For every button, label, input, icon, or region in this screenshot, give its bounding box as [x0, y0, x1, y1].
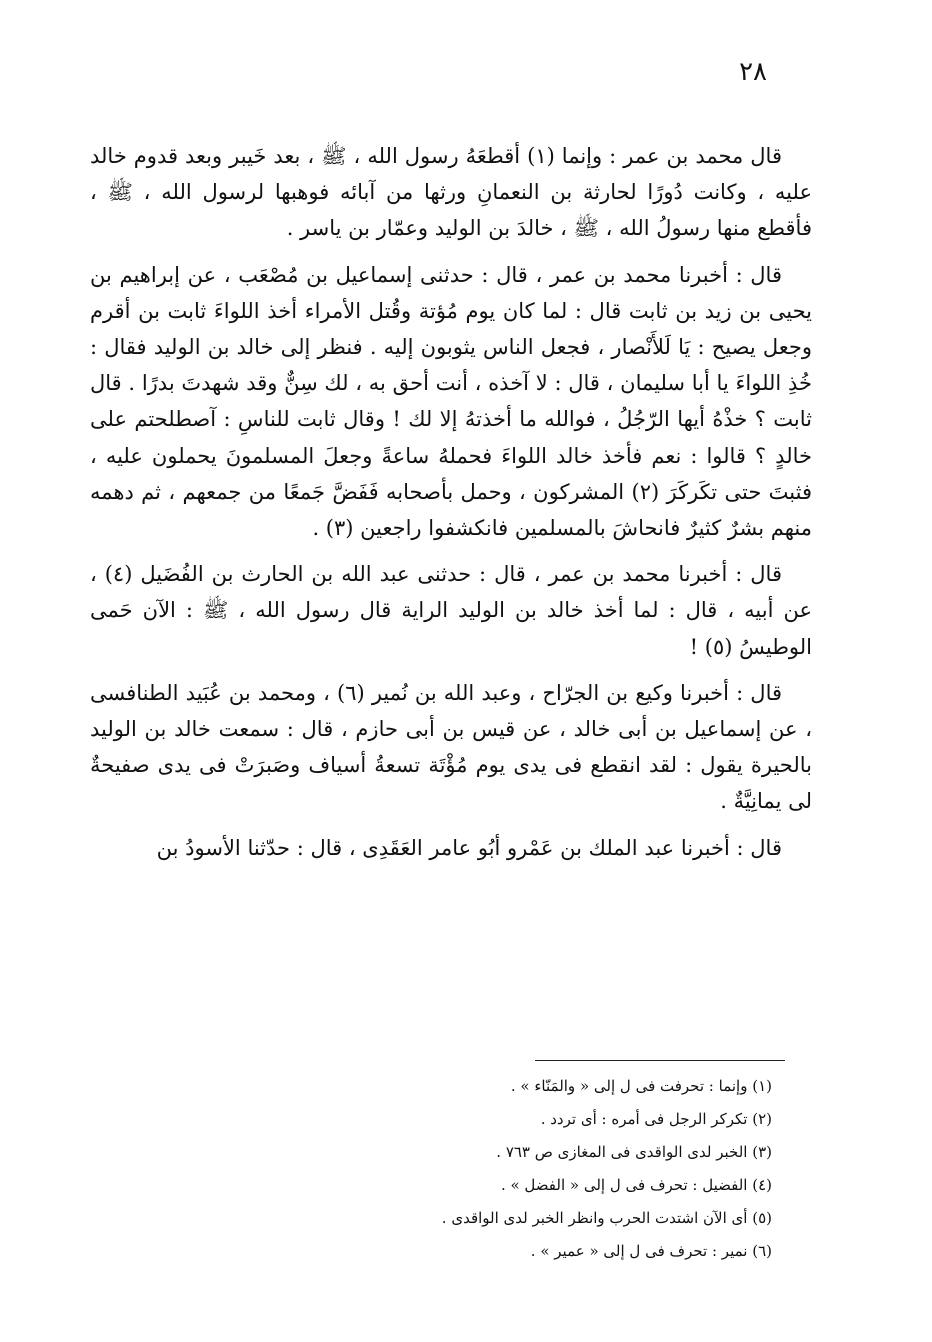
main-text — [90, 138, 812, 876]
footnote-divider — [535, 1060, 785, 1061]
paragraph: قال : أخبرنا محمد بن عمر ، قال : حدثنى عبد الله بن الحارث بن الفُضَيل (٤) ، عن أبيه ، قال : لما أخذ خالد بن الوليد الراية قال رسول الله ، ﷺ : الآن حَمى الوطيسُ (٥) ! — [90, 562, 812, 659]
paragraph: قال محمد بن عمر : وإنما (١) أقطعَهُ رسول الله ، ﷺ ، بعد خَيبر وبعد قدوم خالد عليه ، وكانت دُورًا لحارثة بن النعمانِ ورثها من آبائه فوهبها لرسول الله ، ﷺ ، فأقطع منها رسولُ الله ، ﷺ ، خالدَ بن الوليد وعمّار بن ياسر . — [90, 144, 812, 241]
footnote: (١) وإنما : تحرفت فى ل إلى « والمَنّاء » . — [510, 1077, 772, 1095]
paragraph: قال : أخبرنا عبد الملك بن عَمْرو أبُو عامر العَقَدِى ، قال : حدّثنا الأسودُ بن — [156, 835, 782, 860]
footnote: (٢) تكركر الرجل فى أمره : أى تردد . — [540, 1110, 772, 1128]
page-number: ٢٨ — [739, 57, 767, 87]
footnotes — [150, 1070, 772, 1268]
footnote: (٥) أى الآن اشتدت الحرب وانظر الخبر لدى الواقدى . — [441, 1209, 772, 1227]
footnote: (٤) الفضيل : تحرف فى ل إلى « الفضل » . — [500, 1176, 772, 1194]
footnote: (٣) الخبر لدى الواقدى فى المغازى ص ٧٦٣ . — [496, 1143, 772, 1161]
paragraph: قال : أخبرنا محمد بن عمر ، قال : حدثنى إسماعيل بن مُصْعَب ، عن إبراهيم بن يحيى بن زيد بن ثابت قال : لما كان يوم مُؤتة وقُتل الأمراء أخذ اللواءَ ثابت بن أقرم وجعل يصيح : يَا لَلأَنْصار ، فجعل الناس يثوبون إليه . فنظر إلى خالد بن الوليد فقال : خُذِ اللواءَ يا أبا سليمان ، قال : لا آخذه ، أنت أحق به ، لك سِنٌّ وقد شهدتَ بدرًا . قال ثابت ؟ خذْهُ أيها الرّجُلُ ، فوالله ما أخذتهُ إلا لك ! وقال ثابت للناسِ : آصطلحتم على خالدٍ ؟ قالوا : نعم فأخذ خالد اللواءَ فحملهُ ساعةً وجعلَ المسلمونَ يحملون عليه ، فثبتَ حتى تكَركَرَ (٢) المشركون ، وحمل بأصحابه فَفَضَّ جَمعًا من جمعهم ، ثم دهمه منهم بشرٌ كثيرٌ فانحاشَ بالمسلمين فانكشفوا راجعين (٣) . — [90, 262, 812, 541]
paragraph: قال : أخبرنا وكيع بن الجرّاح ، وعبد الله بن نُمير (٦) ، ومحمد بن عُبَيد الطنافسى ، عن إسماعيل بن أبى خالد ، عن قيس بن أبى حازم ، قال : سمعت خالد بن الوليد بالحيرة يقول : لقد انقطع فى يدى يوم مُؤْتَة تسعةُ أسياف وصَبرَتْ فى يدى صفيحةٌ لى يمانِيَّةٌ . — [90, 680, 812, 814]
footnote: (٦) نمير : تحرف فى ل إلى « عمير » . — [530, 1242, 772, 1260]
